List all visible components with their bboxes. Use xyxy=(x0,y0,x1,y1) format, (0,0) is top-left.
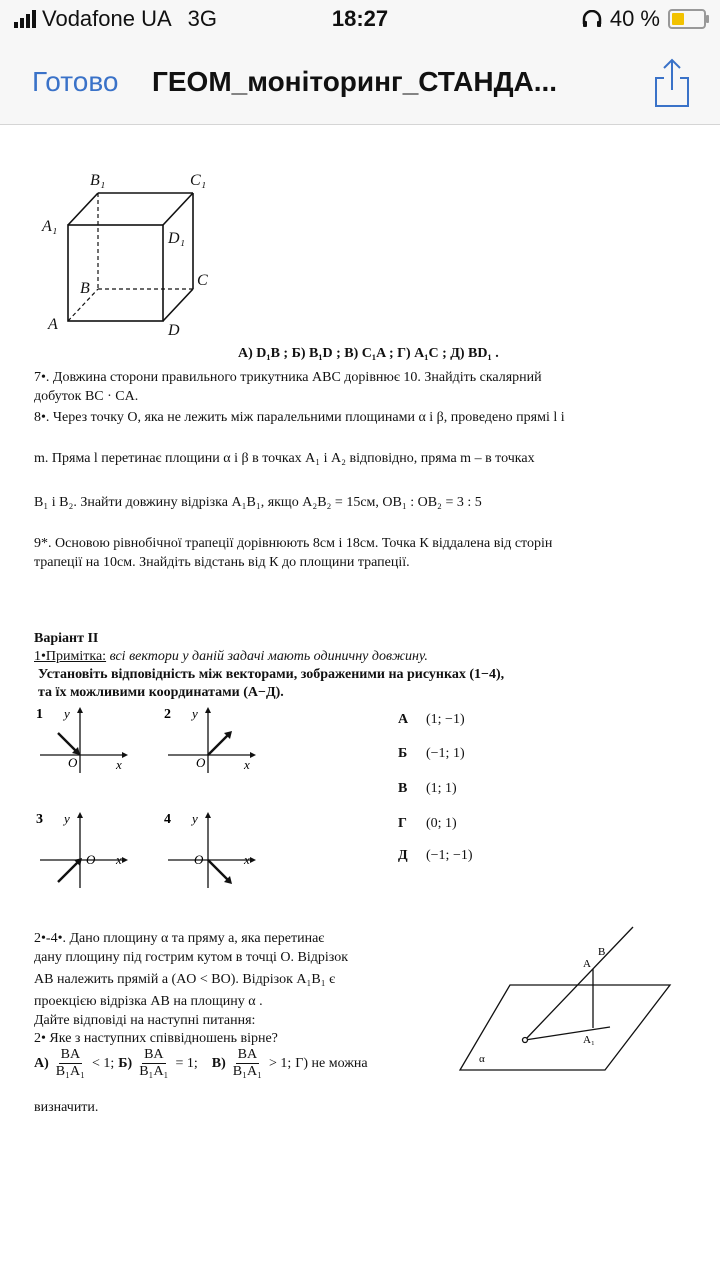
vector-graph-3 xyxy=(32,810,136,890)
q24-line5: Дайте відповіді на наступні питання: xyxy=(34,1013,256,1028)
cube-label-d: D xyxy=(168,322,180,338)
fraction-denominator: B₁A₁ xyxy=(139,1064,169,1079)
vector-graph-1 xyxy=(32,705,136,775)
graph-3-number: 3 xyxy=(36,812,43,827)
graph-1-number: 1 xyxy=(36,707,43,722)
graph-1-x-label: x xyxy=(116,757,122,772)
answer-coords: (1; −1) xyxy=(426,712,465,727)
fraction xyxy=(139,1047,168,1080)
cube-label-c1: C₁ xyxy=(190,172,207,189)
done-button[interactable]: Готово xyxy=(32,66,119,97)
option-a-relation: < 1; xyxy=(92,1055,115,1071)
option-g-text: Г) не можна xyxy=(295,1055,368,1071)
graph-1-y-label: y xyxy=(64,706,70,721)
cube-label-b: B xyxy=(80,280,90,297)
graph-3-origin: O xyxy=(86,852,96,867)
q8-line2: m. Пряма l перетинає площини α і β в точках A₁ і A₂ відповідно, пряма m – в точках xyxy=(34,451,535,466)
clock: 18:27 xyxy=(331,6,389,31)
graph-4-x-label: x xyxy=(244,852,250,867)
graph-3-y-label: y xyxy=(64,811,70,826)
fraction-numerator: BA xyxy=(144,1047,164,1062)
answer-letter: Д xyxy=(398,848,408,863)
vector-graph-2 xyxy=(160,705,264,775)
fraction-denominator: B₁A₁ xyxy=(232,1064,262,1079)
carrier-name: Vodafone UA xyxy=(42,6,172,31)
answer-letter: Б xyxy=(398,746,408,761)
q9-line2: трапеції на 10см. Знайдіть відстань від К до площини трапеції. xyxy=(34,555,410,570)
plane-line-figure xyxy=(455,925,685,1075)
graph-2-x-label: x xyxy=(244,757,250,772)
graph-4-number: 4 xyxy=(164,812,171,827)
task-line2: та їх можливими координатами (А−Д). xyxy=(38,685,284,700)
q24-line2: дану площину під гострим кутом в точці О. Відрізок xyxy=(34,950,349,965)
graph-3-x-label: x xyxy=(116,852,122,867)
cube-figure xyxy=(30,163,230,338)
graph-2-origin: O xyxy=(196,755,206,770)
graph-4-y-label: y xyxy=(192,811,198,826)
q24-line1: 2•-4•. Дано площину α та пряму a, яка перетинає xyxy=(34,931,325,946)
label-alpha: α xyxy=(479,1053,485,1065)
q24-line3: AB належить прямій a (AO < BO). Відрізок A₁B₁ є xyxy=(34,972,336,987)
battery-percent: 40 % xyxy=(609,6,660,31)
vector-graph-4 xyxy=(160,810,264,890)
variant-title: Варіант II xyxy=(34,631,99,646)
q9-line1: 9*. Основою рівнобічної трапеції дорівнюють 8см і 18см. Точка К віддалена від сторін xyxy=(34,536,553,551)
status-right xyxy=(582,6,706,32)
answer-coords: (−1; −1) xyxy=(426,848,473,863)
option-c-relation: > 1; xyxy=(268,1055,292,1071)
q7-line2: добуток BC · CA. xyxy=(34,389,139,404)
q24-line6: 2• Яке з наступних співвідношень вірне? xyxy=(34,1031,278,1046)
network-type: 3G xyxy=(187,6,218,31)
q24-options-row xyxy=(34,1047,368,1080)
option-c-label: В) xyxy=(211,1055,226,1071)
label-b: B xyxy=(598,946,606,958)
note-prefix: 1•Примітка: xyxy=(34,649,107,664)
fraction xyxy=(233,1047,262,1080)
answer-letter: А xyxy=(398,712,409,727)
option-b-label: Б) xyxy=(118,1055,133,1071)
document-page xyxy=(0,125,720,1280)
q6-options: А) D₁B ; Б) B₁D ; В) C₁A ; Г) A₁C ; Д) BD₁ . xyxy=(238,346,499,361)
cube-label-d1: D₁ xyxy=(168,230,186,247)
q8-line3: B₁ і B₂. Знайти довжину відрізка A₁B₁, якщо A₂B₂ = 15см, OB₁ : OB₂ = 3 : 5 xyxy=(34,495,482,510)
cube-label-a1: A₁ xyxy=(42,218,58,235)
cube-label-c: C xyxy=(197,272,208,289)
q7-line1: 7•. Довжина сторони правильного трикутника АВС дорівнює 10. Знайдіть скалярний xyxy=(34,370,542,385)
fraction-denominator: B₁A₁ xyxy=(55,1064,85,1079)
graph-2-number: 2 xyxy=(164,707,171,722)
option-b-relation: = 1; xyxy=(175,1055,198,1071)
answer-coords: (0; 1) xyxy=(426,816,457,831)
answer-letter: В xyxy=(398,781,408,796)
note-text: всі вектори у даній задачі мають одиничну довжину. xyxy=(106,649,428,664)
task-line1: Установіть відповідність між векторами, зображеними на рисунках (1−4), xyxy=(38,667,505,682)
q24-last-line: визначити. xyxy=(34,1100,99,1115)
headphones-icon xyxy=(582,10,602,28)
answer-coords: (−1; 1) xyxy=(426,746,465,761)
q24-line4: проекцією відрізка АВ на площину α . xyxy=(34,994,263,1009)
label-a: A xyxy=(583,958,591,970)
answer-coords: (1; 1) xyxy=(426,781,457,796)
label-a1: A₁ xyxy=(583,1034,595,1046)
document-title: ГЕОМ_моніторинг_СТАНДА... xyxy=(152,66,558,97)
fraction-numerator: BA xyxy=(237,1047,258,1062)
status-bar xyxy=(0,0,720,40)
q8-line1: 8•. Через точку О, яка не лежить між паралельними площинами α і β, проведено прямі l і xyxy=(34,410,565,425)
battery-icon xyxy=(668,9,706,29)
share-icon[interactable] xyxy=(650,56,694,110)
cube-label-a: A xyxy=(48,316,58,333)
graph-2-y-label: y xyxy=(192,706,198,721)
graph-1-origin: O xyxy=(68,755,78,770)
fraction xyxy=(56,1047,85,1080)
option-a-label: А) xyxy=(34,1055,49,1071)
nav-bar xyxy=(0,40,720,125)
graph-4-origin: O xyxy=(194,852,204,867)
variant-note xyxy=(34,648,428,666)
answer-letter: Г xyxy=(398,816,407,831)
fraction-numerator: BA xyxy=(60,1047,81,1062)
cube-label-b1: B₁ xyxy=(90,172,106,189)
